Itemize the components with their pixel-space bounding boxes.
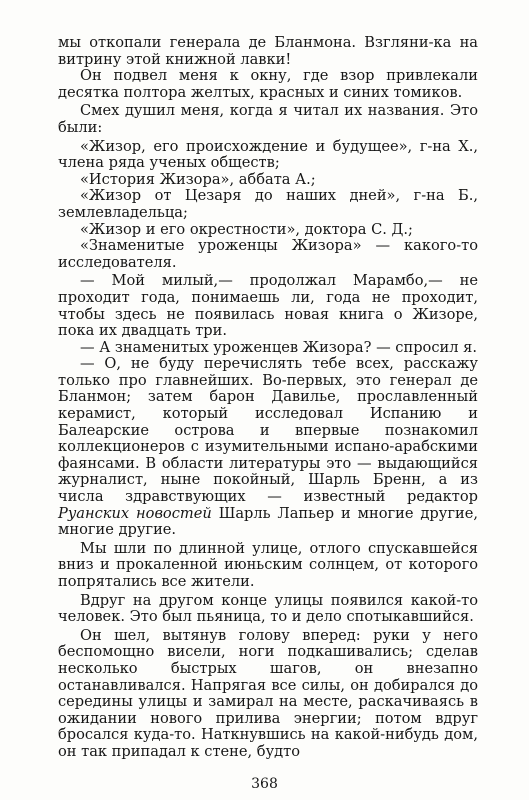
title-list-item: «Жизор от Цезаря до наших дней», г-на Б., землевладельца; bbox=[58, 187, 478, 221]
dialogue-paragraph bbox=[58, 356, 478, 539]
paragraph: Вдруг на другом конце улицы появился какой-то человек. Это был пьяница, то и дело спотыкавшийся. bbox=[58, 591, 478, 626]
paragraph: Он шел, вытянув голову вперед: руки у него беспомощно висели, ноги подкашивались; сделав несколько быстрых шагов, он внезапно останавливался. Напрягая все силы, он добирался до середины улицы и замирал на месте, раскачиваясь в ожидании нового прилива энергии; потом вдруг бросался куда-то. Наткнувшись на какой-нибудь дом, он так припадал к стене, будто bbox=[58, 626, 478, 760]
title-list-item: «Жизор и его окрестности», доктора С. Д.; bbox=[80, 220, 413, 238]
paragraph: Он подвел меня к окну, где взор привлекали десятка полтора желтых, красных и синих томиков. bbox=[58, 67, 478, 101]
paragraph-text: — О, не буду перечислять тебе всех, расскажу только про главнейших. Во-первых, это генерал де Бланмон; затем барон Давилье, прославленный керамист, который исследовал Испанию и Балеарские острова и впервые познакомил коллекционеров с изумительными испано-арабскими фаянсами. В области литературы это — выдающийся журналист, ныне покойный, Шарль Бренн, а из числа здравствующих — известный редактор bbox=[58, 355, 478, 506]
title-list-item: «Жизор, его происхождение и будущее», г-на Х., члена ряда ученых обществ; bbox=[58, 137, 478, 172]
body-text bbox=[58, 35, 478, 761]
title-list-item: «История Жизора», аббата А.; bbox=[80, 170, 316, 188]
dialogue-paragraph: — А знаменитых уроженцев Жизора? — спросил я. bbox=[80, 338, 477, 356]
dialogue-paragraph: — Мой милый,— продолжал Марамбо,— не проходит года, понимаешь ли, года не проходит, чтобы здесь не появилась новая книга о Жизоре, пока их двадцать три. bbox=[58, 272, 478, 340]
paragraph: мы откопали генерала де Бланмона. Взгляни-ка на витрину этой книжной лавки! bbox=[58, 34, 478, 68]
paragraph: Мы шли по длинной улице, отлого спускавшейся вниз и прокаленной июньским солнцем, от которого попрятались все жители. bbox=[58, 539, 478, 590]
page-number: 368 bbox=[251, 776, 278, 792]
newspaper-title: Руанских новостей bbox=[58, 504, 212, 522]
paragraph: Смех душил меня, когда я читал их названия. Это были: bbox=[58, 102, 478, 136]
title-list-item: «Знаменитые уроженцы Жизора» — какого-то исследователя. bbox=[58, 237, 478, 271]
paragraph-text-end: Шарль Лапьер и многие другие, многие другие. bbox=[58, 504, 478, 539]
